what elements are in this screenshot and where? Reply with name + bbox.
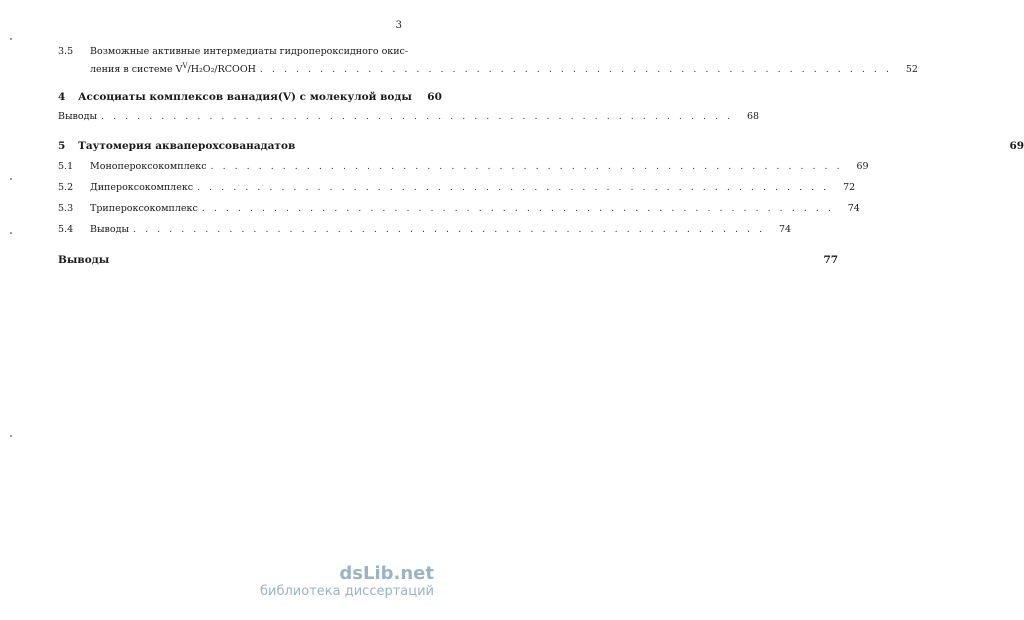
toc-chapter-5[interactable] (58, 140, 1024, 153)
section-number: 3.5 (58, 46, 74, 57)
section-title-line2-end: /H₂O₂/RCOOH (187, 64, 256, 76)
chapter-title: Таутомерия акваперохсованадатов (78, 140, 296, 153)
watermark-subtitle: библиотека диссертаций (260, 584, 434, 599)
page-ref: 77 (823, 254, 839, 267)
toc-entry-5-3[interactable] (58, 203, 860, 215)
dot-leader (101, 111, 733, 123)
page-ref: 69 (1009, 140, 1024, 153)
dot-leader (197, 182, 829, 194)
toc-final-conclusions[interactable] (58, 254, 839, 267)
dot-leader (260, 63, 892, 77)
toc-entry-5-1[interactable] (58, 161, 869, 173)
section-number: 5.4 (58, 224, 74, 236)
page-ref: 52 (905, 64, 918, 76)
toc-entry-5-4[interactable] (58, 224, 792, 236)
page-ref: 74 (779, 224, 792, 236)
chapter-number: 4 (58, 91, 66, 104)
section-number: 5.2 (58, 182, 74, 194)
toc-entry-3-5[interactable] (58, 45, 918, 77)
superscript: V (182, 62, 188, 70)
toc-entry-5-2[interactable] (58, 182, 856, 194)
toc-chapter-4[interactable] (58, 91, 442, 104)
section-title-line2: ления в системе V (90, 64, 183, 76)
page-ref: 60 (427, 91, 442, 104)
dot-leader (133, 224, 765, 236)
section-title: Трипероксокомплекс (90, 203, 198, 215)
scan-mark (10, 435, 12, 437)
watermark (260, 564, 434, 600)
dot-leader (211, 161, 843, 173)
toc-entry-ch4-conclusions[interactable] (58, 111, 760, 123)
page-ref: 74 (847, 203, 860, 215)
dot-leader (202, 203, 834, 215)
page-ref: 72 (843, 182, 856, 194)
page-ref: 68 (747, 111, 760, 123)
section-title: Выводы (58, 111, 98, 123)
section-title: Выводы (90, 224, 130, 236)
page-number: 3 (395, 20, 402, 31)
page-ref: 69 (856, 161, 869, 173)
scan-mark (10, 178, 12, 180)
scan-mark (10, 38, 12, 40)
section-number: 5.1 (58, 161, 74, 173)
scan-mark (10, 232, 12, 234)
chapter-number: 5 (58, 140, 66, 153)
section-number: 5.3 (58, 203, 74, 215)
table-of-contents (58, 40, 1024, 267)
section-title-line1: Возможные активные интермедиаты гидропероксидного окис- (90, 46, 409, 57)
watermark-logo: dsLib.net (339, 563, 434, 584)
chapter-title: Выводы (58, 254, 110, 267)
section-title: Дипероксокомплекс (90, 182, 194, 194)
chapter-title: Ассоциаты комплексов ванадия(V) с молекулой воды (78, 91, 412, 104)
section-title: Монопероксокомплекс (90, 161, 207, 173)
